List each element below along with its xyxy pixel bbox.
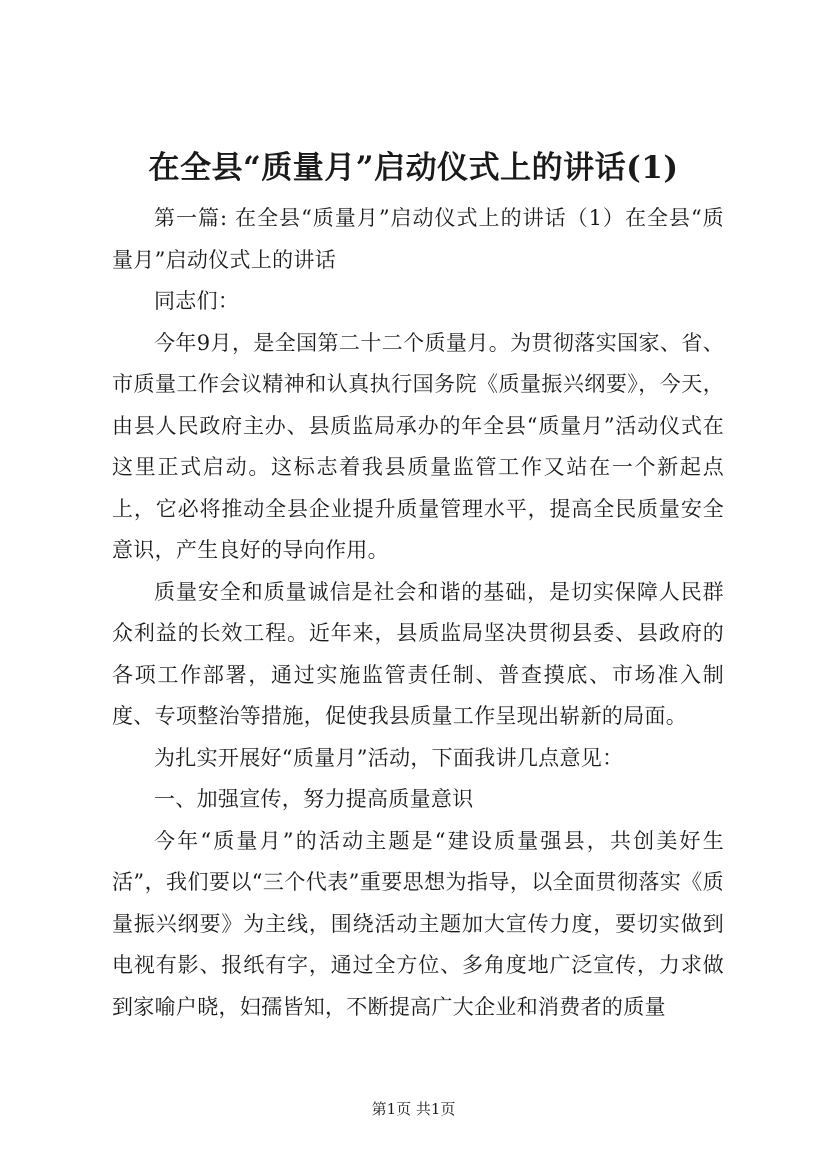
paragraph-salutation: 同志们： <box>154 289 240 313</box>
document-body <box>112 198 724 1028</box>
paragraph-theme: 今年“质量月”的活动主题是“建设质量强县，共创美好生活”，我们要以“三个代表”重要思想为指导，以全面贯彻落实《质量振兴纲要》为主线，围绕活动主题加大宣传力度，要切实做到电视有影、报纸有字，通过全方位、多角度地广泛宣传，力求做到家喻户晓，妇孺皆知，不断提高广大企业和消费者的质量 <box>112 828 724 1019</box>
paragraph-opinions-lead: 为扎实开展好“质量月”活动，下面我讲几点意见： <box>154 745 624 770</box>
paragraph-intro: 今年9月，是全国第二十二个质量月。为贯彻落实国家、省、市质量工作会议精神和认真执行国务院《质量振兴纲要》，今天，由县人民政府主办、县质监局承办的年全县“质量月”活动仪式在这里正式启动。这标志着我县质量监管工作又站在一个新起点上，它必将推动全县企业提升质量管理水平，提高全民质量安全意识，产生良好的导向作用。 <box>112 330 724 562</box>
page-footer: 第1页 共1页 <box>371 1100 456 1118</box>
paragraph-quality-safety: 质量安全和质量诚信是社会和谐的基础，是切实保障人民群众利益的长效工程。近年来，县质监局坚决贯彻县委、县政府的各项工作部署，通过实施监管责任制、普查摸底、市场准入制度、专项整治等措施，促使我县质量工作呈现出崭新的局面。 <box>112 579 724 728</box>
paragraph-heading-line: 第一篇: 在全县“质量月”启动仪式上的讲话（1）在全县“质量月”启动仪式上的讲话 <box>112 206 724 272</box>
document-title: 在全县“质量月”启动仪式上的讲话(1) <box>148 150 679 186</box>
section-heading-one: 一、加强宣传，努力提高质量意识 <box>154 787 474 811</box>
